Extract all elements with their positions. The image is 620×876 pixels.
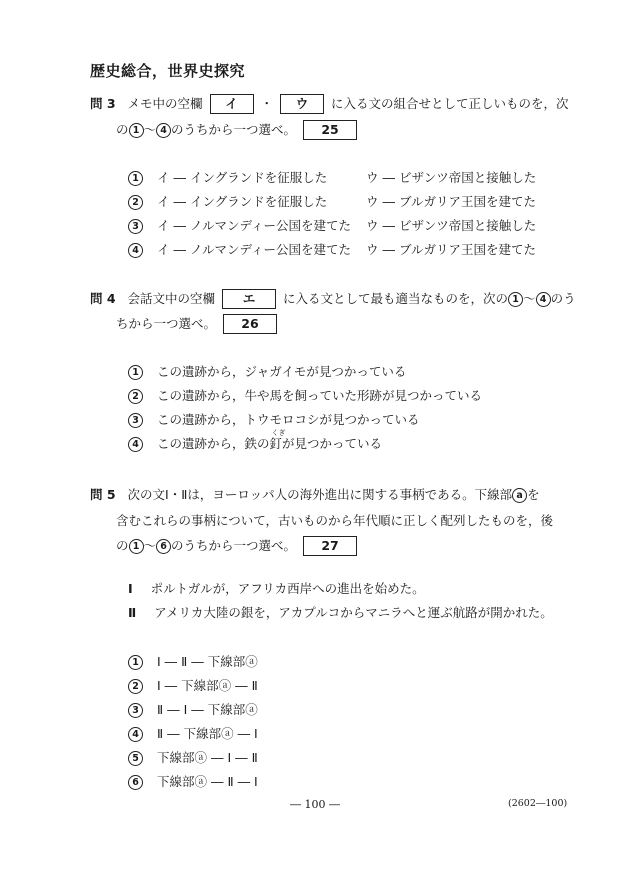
option-text: Ⅱ ― Ⅰ ― 下線部ⓐ (157, 702, 258, 717)
option-number: 4 (128, 727, 143, 742)
statement-label: Ⅰ (128, 581, 133, 596)
statement-label: Ⅱ (128, 605, 137, 620)
q5-tilde: ～ (143, 538, 157, 553)
q3-range-end: 4 (156, 123, 171, 138)
q3-box-i: イ (210, 94, 254, 114)
q5-option-5 (128, 748, 258, 766)
q3-option-3 (128, 216, 351, 234)
q4-range-start: 1 (508, 292, 523, 307)
q5-option-4 (128, 724, 258, 742)
option-number: 1 (128, 365, 143, 380)
q3-text-c-suffix: のうちから一つ選べ。 (171, 122, 297, 137)
q3-option-4 (128, 240, 351, 258)
option-text: この遺跡から，ジャガイモが見つかっている (157, 364, 407, 379)
q3-text-b: に入る文の組合せとして正しいものを，次 (331, 96, 569, 111)
statement-text: アメリカ大陸の銀を，アカプルコからマニラへと運ぶ航路が開かれた。 (154, 605, 553, 620)
q3-option-3-right: ウ ― ビザンツ帝国と接触した (366, 218, 537, 233)
option-text: この遺跡から，トウモロコシが見つかっている (157, 412, 420, 427)
q4-text-b: に入る文として最も適当なものを，次の (283, 291, 509, 306)
q5-line3 (116, 536, 360, 556)
page-number: ― 100 ― (290, 798, 340, 811)
q4-text-c: ちから一つ選べ。 (116, 316, 217, 331)
q3-option-2 (128, 192, 327, 210)
option-left: イ ― ノルマンディー公国を建てた (157, 242, 351, 257)
option-number: 1 (128, 655, 143, 670)
q4-option-2 (128, 386, 482, 404)
q4-option-1 (128, 362, 406, 380)
q4-line1 (90, 289, 576, 309)
q3-text-c-prefix: の (116, 122, 129, 137)
q4-option-4 (128, 429, 383, 452)
q4-text-a: 会話文中の空欄 (127, 291, 216, 306)
option-left: イ ― イングランドを征服した (157, 170, 328, 185)
q5-option-6 (128, 772, 258, 790)
q3-option-1 (128, 168, 327, 186)
q5-line1-b: を (527, 487, 540, 502)
option-left: イ ― イングランドを征服した (157, 194, 328, 209)
option-number: 1 (128, 171, 143, 186)
q5-line3-prefix: の (116, 538, 129, 553)
ruby-base: 釘 (269, 436, 283, 451)
ruby-reading: くぎ (271, 429, 286, 437)
q5-range-end: 6 (156, 539, 171, 554)
q3-option-4-right: ウ ― ブルガリア王国を建てた (366, 242, 536, 257)
option-text: Ⅰ ― 下線部ⓐ ― Ⅱ (157, 678, 258, 693)
option-number: 6 (128, 775, 143, 790)
option-text: 下線部ⓐ ― Ⅰ ― Ⅱ (157, 750, 258, 765)
option-number: 2 (128, 679, 143, 694)
q5-line3-suffix: のうちから一つ選べ。 (171, 538, 297, 553)
option-number: 2 (128, 195, 143, 210)
q4-number: 問 4 (90, 291, 116, 306)
q4-range-end: 4 (536, 292, 551, 307)
option-left: イ ― ノルマンディー公国を建てた (157, 218, 351, 233)
q3-box-u: ウ (280, 94, 324, 114)
q3-line2 (116, 120, 360, 140)
section-title: 歴史総合，世界史探究 (90, 62, 246, 80)
option-number: 3 (128, 703, 143, 718)
option-text: この遺跡から，牛や馬を飼っていた形跡が見つかっている (157, 388, 483, 403)
q3-line1 (90, 94, 569, 114)
q5-number: 問 5 (90, 487, 116, 502)
q3-option-1-right: ウ ― ビザンツ帝国と接触した (366, 170, 537, 185)
q4-box-e: エ (222, 289, 276, 309)
q3-answer-box: 25 (303, 120, 357, 140)
q4-answer-box: 26 (223, 314, 277, 334)
statement-text: ポルトガルが，アフリカ西岸への進出を始めた。 (150, 581, 425, 596)
q4-tilde: ～ (523, 291, 536, 306)
q3-tilde: ～ (143, 122, 157, 137)
q5-line2: 含むこれらの事柄について，古いものから年代順に正しく配列したものを，後 (116, 513, 554, 528)
option-number: 5 (128, 751, 143, 766)
q3-option-2-right: ウ ― ブルガリア王国を建てた (366, 194, 536, 209)
q5-option-3 (128, 700, 258, 718)
exam-code: (2602―100) (508, 798, 568, 809)
q3-text-a: メモ中の空欄 (127, 96, 203, 111)
q5-mark-a: a (512, 488, 527, 503)
q3-range-start: 1 (129, 123, 144, 138)
q3-dot: ・ (260, 96, 274, 111)
q4-text-b2: のう (550, 291, 576, 306)
ruby-kugi (269, 429, 286, 451)
q3-number: 問 3 (90, 96, 116, 111)
option-number: 4 (128, 243, 143, 258)
option-text: Ⅰ ― Ⅱ ― 下線部ⓐ (157, 654, 258, 669)
q4-line2 (116, 314, 280, 334)
q5-option-2 (128, 676, 258, 694)
q5-line1-a: 次の文Ⅰ・Ⅱは，ヨーロッパ人の海外進出に関する事柄である。下線部 (127, 487, 513, 502)
option-number: 2 (128, 389, 143, 404)
option-text: 下線部ⓐ ― Ⅱ ― Ⅰ (157, 774, 258, 789)
q5-option-1 (128, 652, 258, 670)
option-number: 3 (128, 413, 143, 428)
option-number: 4 (128, 437, 143, 452)
q5-answer-box: 27 (303, 536, 357, 556)
option-text-b: が見つかっている (282, 436, 383, 451)
option-text: Ⅱ ― 下線部ⓐ ― Ⅰ (157, 726, 258, 741)
q5-range-start: 1 (129, 539, 144, 554)
q5-statement-1 (128, 579, 425, 597)
q5-statement-2 (128, 603, 553, 621)
option-text-a: この遺跡から，鉄の (157, 436, 270, 451)
option-number: 3 (128, 219, 143, 234)
q5-line1 (90, 485, 540, 503)
q4-option-3 (128, 410, 420, 428)
